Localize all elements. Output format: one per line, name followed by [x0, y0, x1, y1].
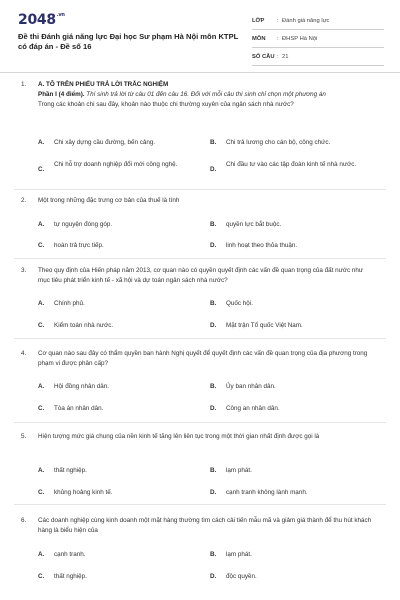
page-header [0, 0, 400, 66]
question-number: 2. [21, 197, 27, 204]
question-text: Một trong những đặc trưng cơ bản của thuế là tính [38, 197, 180, 204]
exam-title: Đề thi Đánh giá năng lực Đại học Sư phạm Hà Nội môn KTPL có đáp án - Đề số 16 [18, 32, 239, 51]
question-number: 3. [21, 267, 27, 274]
site-logo[interactable] [18, 12, 65, 28]
meta-label: LỚP [252, 18, 265, 24]
question-number: 1. [21, 81, 27, 88]
header-divider [0, 72, 400, 73]
meta-value: Đánh giá năng lực [282, 18, 330, 24]
meta-value: 21 [282, 54, 289, 60]
question-text: Hiện tượng mức giá chung của nền kinh tế tăng lên liên tục trong một thời gian nhất định được gọi là [38, 433, 320, 440]
meta-label: MÔN [252, 36, 266, 42]
meta-row-subject: MÔN : ĐHSP Hà Nội [252, 30, 384, 48]
question-text: Cơ quan nào sau đây có thẩm quyền ban hành Nghị quyết để quyết định các vấn đề quan trọng của địa phương trong phạm vi được phân cấp? [38, 350, 368, 367]
question-separator [14, 422, 386, 423]
meta-value: ĐHSP Hà Nội [282, 36, 318, 42]
question-separator [14, 338, 386, 339]
question-separator [14, 504, 386, 505]
question-text: Theo quy định của Hiến pháp năm 2013, cơ quan nào có quyền quyết định các vấn đề quan trọng của đất nước như mục tiêu phát triển kinh tế - xã hội và dự toán ngân sách nhà nước? [38, 267, 364, 284]
question-text-block [38, 80, 373, 110]
logo-suffix: .vn [56, 12, 65, 18]
question-number: 4. [21, 350, 27, 357]
question-separator [14, 258, 386, 259]
question-separator [14, 189, 386, 190]
meta-row-count: SỐ CÂU : 21 [252, 48, 384, 66]
logo-text: 2048 [18, 12, 56, 28]
section-title: A. TÔ TRÊN PHIẾU TRẢ LỜI TRẮC NGHIỆM [38, 81, 169, 88]
exam-meta [252, 12, 384, 66]
meta-row-class: LỚP : Đánh giá năng lực [252, 12, 384, 30]
part-instruction: Phần I (4 điểm). Thí sinh trả lời từ câu 01 đến câu 16. Đối với mỗi câu thí sinh chỉ chọn một phương án [38, 91, 326, 98]
question-text: Các doanh nghiệp cùng kinh doanh một mặt hàng thường tìm cách cải tiến mẫu mã và giảm giá thành để thu hút khách hàng là biểu hiện của [38, 517, 372, 534]
question-number: 5. [21, 433, 27, 440]
question-text: Trong các khoản chi sau đây, khoản nào thuộc chi thường xuyên của ngân sách nhà nước? [38, 101, 294, 108]
meta-label: SỐ CÂU [252, 54, 275, 60]
question-number: 6. [21, 517, 27, 524]
